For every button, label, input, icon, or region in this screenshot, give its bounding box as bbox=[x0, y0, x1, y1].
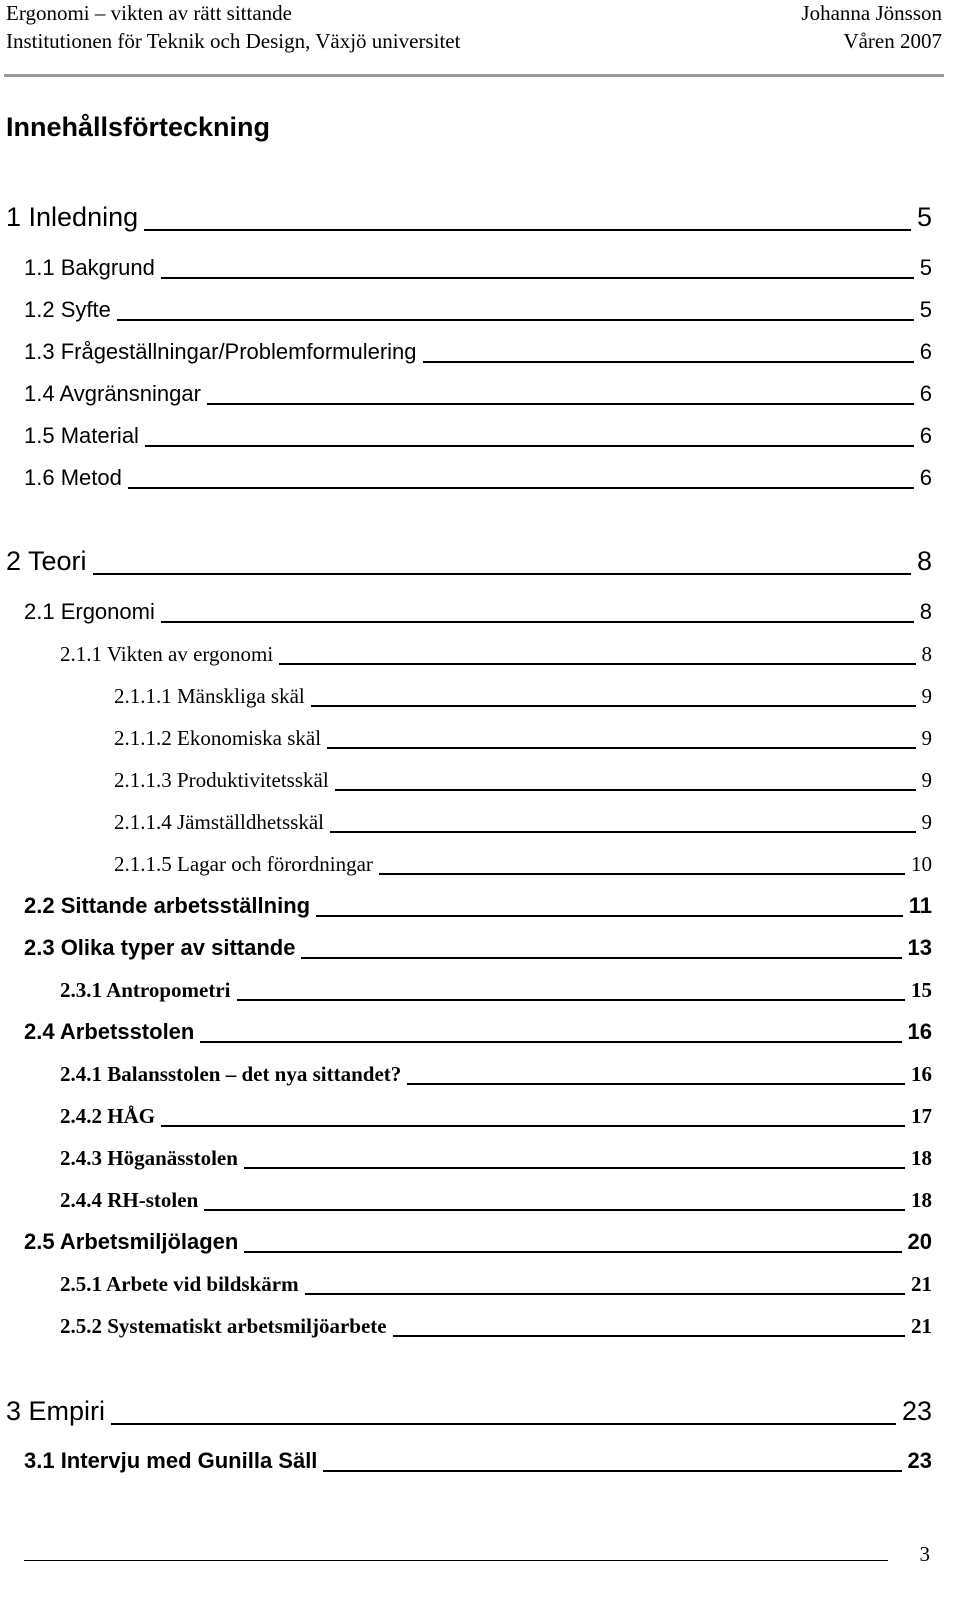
toc-entry-page: 9 bbox=[916, 768, 933, 793]
toc-entry-title: 1.6 Metod bbox=[24, 465, 128, 491]
toc-entry-title: 2.1.1.1 Mänskliga skäl bbox=[114, 684, 311, 709]
toc-entry-1-4[interactable] bbox=[0, 379, 960, 413]
toc-entry-title: 2.3.1 Antropometri bbox=[60, 978, 237, 1003]
toc-entry-page: 17 bbox=[905, 1104, 932, 1129]
toc-entry-2-5-1[interactable] bbox=[0, 1269, 960, 1303]
toc-entry-page: 16 bbox=[905, 1062, 932, 1087]
toc-entry-2-4-2[interactable] bbox=[0, 1101, 960, 1135]
toc-entry-title: 2.5.2 Systematiskt arbetsmiljöarbete bbox=[60, 1314, 393, 1339]
toc-entry-2-4-1[interactable] bbox=[0, 1059, 960, 1093]
toc-entry-2-5-2[interactable] bbox=[0, 1311, 960, 1345]
toc-leader-line bbox=[28, 487, 926, 489]
toc-entry-page: 9 bbox=[916, 810, 933, 835]
toc-entry-title: 2.1.1.4 Jämställdhetsskäl bbox=[114, 810, 330, 835]
toc-entry-2-1-1-2[interactable] bbox=[0, 723, 960, 757]
header-author: Johanna Jönsson bbox=[801, 1, 942, 25]
toc-entry-2-1-1-4[interactable] bbox=[0, 807, 960, 841]
toc-entry-2-2[interactable] bbox=[0, 891, 960, 925]
toc-leader-line bbox=[28, 621, 926, 623]
toc-entry-1[interactable] bbox=[0, 202, 960, 239]
toc-entry-title: 1.3 Frågeställningar/Problemformulering bbox=[24, 339, 423, 365]
toc-entry-2-1-1[interactable] bbox=[0, 639, 960, 673]
toc-entry-2-4-4[interactable] bbox=[0, 1185, 960, 1219]
toc-leader-line bbox=[28, 319, 926, 321]
toc-entry-title: 2.1 Ergonomi bbox=[24, 599, 161, 625]
toc-entry-page: 5 bbox=[911, 202, 932, 233]
toc-entry-2-1-1-1[interactable] bbox=[0, 681, 960, 715]
toc-entry-page: 8 bbox=[911, 546, 932, 577]
toc-entry-page: 11 bbox=[903, 893, 932, 919]
toc-entry-page: 16 bbox=[902, 1019, 932, 1045]
toc-entry-2-1[interactable] bbox=[0, 597, 960, 631]
toc-entry-page: 6 bbox=[914, 423, 932, 449]
toc-entry-page: 23 bbox=[896, 1396, 932, 1427]
toc-entry-3-1[interactable] bbox=[0, 1446, 960, 1480]
toc-entry-title: 2.1.1.5 Lagar och förordningar bbox=[114, 852, 379, 877]
toc-entry-title: 1.2 Syfte bbox=[24, 297, 117, 323]
toc-leader-line bbox=[10, 1423, 926, 1425]
header-divider bbox=[4, 74, 944, 77]
toc-entry-page: 6 bbox=[914, 465, 932, 491]
toc-heading: Innehållsförteckning bbox=[6, 112, 271, 142]
toc-entry-title: 2.1.1.2 Ekonomiska skäl bbox=[114, 726, 327, 751]
header-institution: Institutionen för Teknik och Design, Växjö universitet bbox=[6, 29, 461, 53]
toc-entry-page: 23 bbox=[902, 1448, 932, 1474]
toc-entry-title: 2.4.2 HÅG bbox=[60, 1104, 161, 1129]
toc-leader-line bbox=[28, 445, 926, 447]
toc-entry-title: 2.4.3 Höganässtolen bbox=[60, 1146, 244, 1171]
toc-entry-page: 21 bbox=[905, 1314, 932, 1339]
toc-entry-2-1-1-5[interactable] bbox=[0, 849, 960, 883]
toc-entry-title: 1.4 Avgränsningar bbox=[24, 381, 207, 407]
toc-leader-line bbox=[28, 277, 926, 279]
toc-entry-page: 13 bbox=[902, 935, 932, 961]
toc-entry-2[interactable] bbox=[0, 546, 960, 583]
toc-entry-2-4-3[interactable] bbox=[0, 1143, 960, 1177]
toc-entry-2-5[interactable] bbox=[0, 1227, 960, 1261]
toc-entry-2-3-1[interactable] bbox=[0, 975, 960, 1009]
toc-entry-2-4[interactable] bbox=[0, 1017, 960, 1051]
toc-entry-1-1[interactable] bbox=[0, 253, 960, 287]
toc-leader-line bbox=[64, 1125, 926, 1127]
footer-divider bbox=[24, 1560, 888, 1561]
toc-entry-page: 6 bbox=[914, 381, 932, 407]
toc-entry-1-5[interactable] bbox=[0, 421, 960, 455]
toc-entry-page: 20 bbox=[902, 1229, 932, 1255]
toc-entry-page: 6 bbox=[914, 339, 932, 365]
toc-entry-page: 18 bbox=[905, 1146, 932, 1171]
toc-entry-title: 1 Inledning bbox=[6, 202, 144, 233]
toc-entry-page: 18 bbox=[905, 1188, 932, 1213]
toc-entry-page: 5 bbox=[914, 255, 932, 281]
toc-entry-title: 2.4.4 RH-stolen bbox=[60, 1188, 204, 1213]
toc-entry-page: 15 bbox=[905, 978, 932, 1003]
toc-entry-title: 3.1 Intervju med Gunilla Säll bbox=[24, 1448, 323, 1474]
toc-entry-title: 2.1.1.3 Produktivitetsskäl bbox=[114, 768, 335, 793]
toc-entry-title: 2.4.1 Balansstolen – det nya sittandet? bbox=[60, 1062, 407, 1087]
toc-entry-page: 5 bbox=[914, 297, 932, 323]
toc-entry-1-6[interactable] bbox=[0, 463, 960, 497]
header-document-title: Ergonomi – vikten av rätt sittande bbox=[6, 1, 292, 25]
toc-leader-line bbox=[10, 573, 926, 575]
toc-entry-1-2[interactable] bbox=[0, 295, 960, 329]
toc-entry-title: 2.4 Arbetsstolen bbox=[24, 1019, 200, 1045]
toc-entry-title: 2.5.1 Arbete vid bildskärm bbox=[60, 1272, 305, 1297]
toc-entry-title: 2 Teori bbox=[6, 546, 93, 577]
header-term: Våren 2007 bbox=[843, 29, 942, 53]
toc-entry-title: 2.5 Arbetsmiljölagen bbox=[24, 1229, 244, 1255]
toc-entry-title: 3 Empiri bbox=[6, 1396, 111, 1427]
toc-entry-title: 2.1.1 Vikten av ergonomi bbox=[60, 642, 279, 667]
toc-entry-page: 8 bbox=[916, 642, 933, 667]
toc-entry-title: 1.1 Bakgrund bbox=[24, 255, 161, 281]
toc-entry-page: 8 bbox=[914, 599, 932, 625]
toc-entry-1-3[interactable] bbox=[0, 337, 960, 371]
toc-entry-title: 1.5 Material bbox=[24, 423, 145, 449]
toc-leader-line bbox=[10, 229, 926, 231]
toc-entry-2-3[interactable] bbox=[0, 933, 960, 967]
toc-entry-2-1-1-3[interactable] bbox=[0, 765, 960, 799]
toc-entry-3[interactable] bbox=[0, 1396, 960, 1433]
page-number: 3 bbox=[919, 1542, 930, 1566]
toc-entry-page: 10 bbox=[905, 852, 932, 877]
toc-entry-page: 9 bbox=[916, 726, 933, 751]
toc-entry-page: 9 bbox=[916, 684, 933, 709]
toc-entry-page: 21 bbox=[905, 1272, 932, 1297]
toc-entry-title: 2.2 Sittande arbetsställning bbox=[24, 893, 316, 919]
toc-entry-title: 2.3 Olika typer av sittande bbox=[24, 935, 301, 961]
